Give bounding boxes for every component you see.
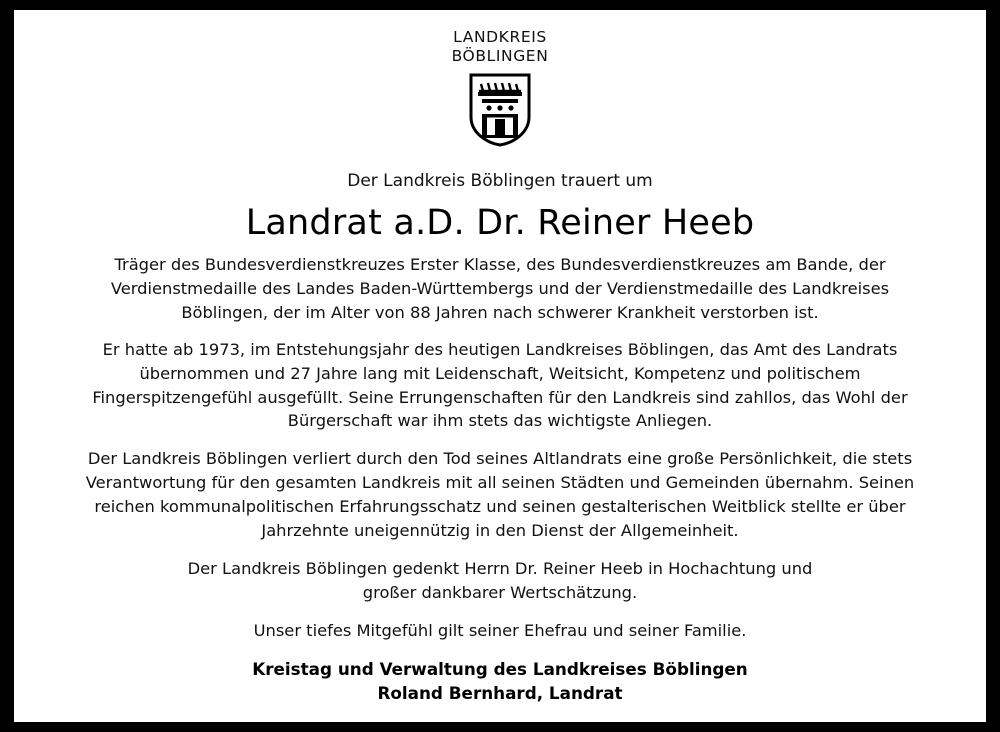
obituary-notice xyxy=(14,10,986,722)
paragraph-1: Träger des Bundesverdienstkreuzes Erster Klasse, des Bundesverdienstkreuzes am Bande, der Verdienstmedaille des Landes Baden-Württembergs und der Verdienstmedaille des Landkreises Böblingen, der im Alter von 88 Jahren nach schwerer Krankheit verstorben ist. xyxy=(110,254,890,322)
paragraph-2: Er hatte ab 1973, im Entstehungsjahr des heutigen Landkreises Böblingen, das Amt des Landrats übernommen und 27 Jahre lang mit Leidenschaft, Weitsicht, Kompetenz und politischem Fingerspitzengefühl ausgefüllt. Seine Errungenschaften für den Landkreis sind zahllos, das Wohl der Bürgerschaft war ihm stets das wichtigste Anliegen. xyxy=(92,339,908,431)
signature-organisation: Kreistag und Verwaltung des Landkreises Böblingen xyxy=(252,659,748,680)
crest-title-line2: BÖBLINGEN xyxy=(451,47,549,66)
paragraph-5: Unser tiefes Mitgefühl gilt seiner Ehefrau und seiner Familie. xyxy=(253,621,747,641)
deceased-name: Landrat a.D. Dr. Reiner Heeb xyxy=(245,202,755,243)
paragraph-3: Der Landkreis Böblingen verliert durch den Tod seines Altlandrats eine große Persönlichkeit, die stets Verantwortung für den gesamten Landkreis mit all seinen Städten und Gemeinden übernahm. Seinen reichen kommunalpolitischen Erfahrungsschatz und seinen gestalterischen Weitblick stellte er über Jahrzehnte uneigennützig in den Dienst der Allgemeinheit. xyxy=(85,449,915,541)
paragraph-4: Der Landkreis Böblingen gedenkt Herrn Dr. Reiner Heeb in Hochachtung und großer dankbarer Wertschätzung. xyxy=(187,559,813,603)
coat-of-arms-boeblingen-icon xyxy=(469,73,531,147)
crest-title xyxy=(452,28,549,67)
intro-line: Der Landkreis Böblingen trauert um xyxy=(347,170,653,191)
signature-block xyxy=(252,657,748,706)
signature-person: Roland Bernhard, Landrat xyxy=(377,683,623,704)
crest-block xyxy=(452,28,549,147)
crest-title-line1: LANDKREIS xyxy=(453,28,547,46)
